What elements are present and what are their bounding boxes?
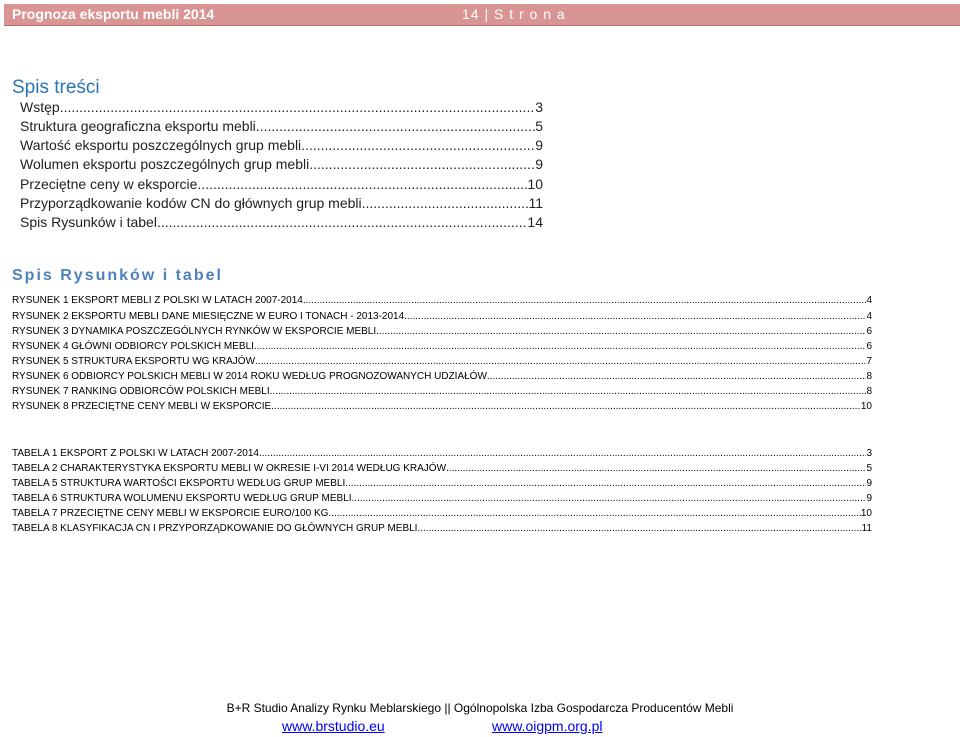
table-entry[interactable]: TABELA 5 STRUKTURA WARTOŚCI EKSPORTU WEDŁUG GRUP MEBLI ..... 9 [12, 477, 872, 491]
figure-entry[interactable]: RYSUNEK 6 ODBIORCY POLSKICH MEBLI W 2014 ROKU WEDŁUG PROGNOZOWANYCH UDZIAŁÓW ..... 8 [12, 370, 872, 384]
figure-entry[interactable]: RYSUNEK 7 RANKING ODBIORCÓW POLSKICH MEBLI ..... 8 [12, 385, 872, 399]
footer-organizations: B+R Studio Analizy Rynku Meblarskiego || Ogólnopolska Izba Gospodarcza Producentów Mebli [226, 701, 734, 715]
figure-entry[interactable]: RYSUNEK 1 EKSPORT MEBLI Z POLSKI W LATACH 2007-2014 ..... 4 [12, 294, 872, 308]
table-entry[interactable]: TABELA 7 PRZECIĘTNE CENY MEBLI W EKSPORCIE EURO/100 KG. ..... 10 [12, 507, 872, 521]
toc-entry[interactable]: Wolumen eksportu poszczególnych grup mebli ..... 9 [20, 155, 543, 173]
oigpm-link[interactable]: www.oigpm.org.pl [492, 718, 603, 734]
table-entry[interactable]: TABELA 1 EKSPORT Z POLSKI W LATACH 2007-2014 ..... 3 [12, 447, 872, 461]
table-entry[interactable]: TABELA 6 STRUKTURA WOLUMENU EKSPORTU WEDŁUG GRUP MEBLI ..... 9 [12, 492, 872, 506]
brstudio-link[interactable]: www.brstudio.eu [282, 718, 385, 734]
figure-entry[interactable]: RYSUNEK 8 PRZECIĘTNE CENY MEBLI W EKSPORCIE ..... 10 [12, 400, 872, 414]
toc-entry[interactable]: Wartość eksportu poszczególnych grup mebli ..... 9 [20, 136, 543, 154]
page-header [4, 4, 960, 26]
table-entry[interactable]: TABELA 8 KLASYFIKACJA CN I PRZYPORZĄDKOWANIE DO GŁÓWNYCH GRUP MEBLI. ..... 11 [12, 522, 872, 536]
document-title: Prognoza eksportu mebli 2014 [12, 6, 215, 22]
figure-entry[interactable]: RYSUNEK 4 GŁÓWNI ODBIORCY POLSKICH MEBLI ..... 6 [12, 340, 872, 354]
figure-entry[interactable]: RYSUNEK 2 EKSPORTU MEBLI DANE MIESIĘCZNE W EURO I TONACH - 2013-2014 ..... 4 [12, 310, 872, 324]
page-number: 14 | S t r o n a [462, 6, 566, 22]
toc-entry[interactable]: Przeciętne ceny w eksporcie ..... 10 [20, 175, 543, 193]
toc-entry[interactable]: Wstęp ..... 3 [20, 98, 543, 116]
toc-entry[interactable]: Przyporządkowanie kodów CN do głównych grup mebli ..... 11 [20, 194, 543, 212]
figure-entry[interactable]: RYSUNEK 5 STRUKTURA EKSPORTU WG KRAJÓW ..... 7 [12, 355, 872, 369]
figure-entry[interactable]: RYSUNEK 3 DYNAMIKA POSZCZEGÓLNYCH RYNKÓW W EKSPORCIE MEBLI ..... 6 [12, 325, 872, 339]
toc-entry[interactable]: Struktura geograficzna eksportu mebli ..... 5 [20, 117, 543, 135]
figures-heading: Spis Rysunków i tabel [12, 267, 223, 284]
toc-entry[interactable]: Spis Rysunków i tabel ..... 14 [20, 213, 543, 231]
table-entry[interactable]: TABELA 2 CHARAKTERYSTYKA EKSPORTU MEBLI W OKRESIE I-VI 2014 WEDŁUG KRAJÓW ..... 5 [12, 462, 872, 476]
toc-heading: Spis treści [12, 77, 100, 98]
